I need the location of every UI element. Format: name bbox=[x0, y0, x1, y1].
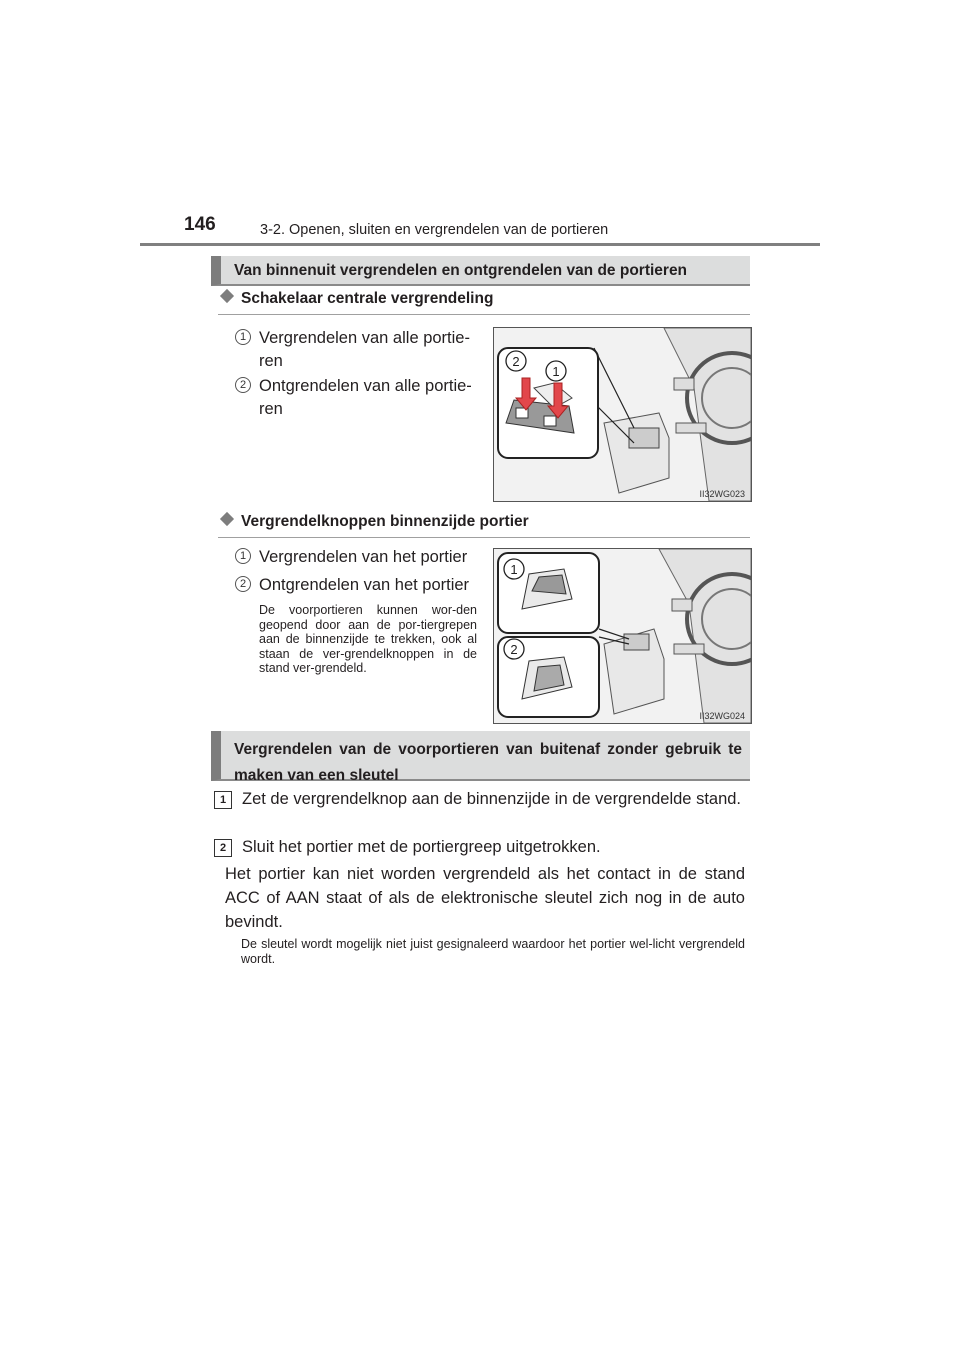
item-lock-all-doors: Vergrendelen van alle portie-ren bbox=[259, 329, 470, 370]
callout-1: 1 bbox=[510, 562, 518, 577]
subheading-text: Vergrendelknoppen binnenzijde portier bbox=[241, 513, 529, 530]
section-heading-inside-lock bbox=[211, 256, 750, 286]
step-number-2: 2 bbox=[214, 839, 232, 857]
page-number: 146 bbox=[184, 214, 216, 235]
step-1-text: Zet de vergrendelknop aan de binnenzijde in de vergrendelde stand. bbox=[242, 790, 742, 808]
item-unlock-door: Ontgrendelen van het portier bbox=[259, 576, 470, 594]
figure-door-lock-knobs bbox=[493, 548, 752, 724]
note-front-doors: De voorportieren kunnen wor-den geopend door aan de por-tiergrepen aan de binnenzijde te trekken, ook al staan de ver-grendelknoppen in de stand ver-grendeld. bbox=[259, 603, 477, 675]
note-paragraph: De sleutel wordt mogelijk niet juist gesignaleerd waardoor het portier wel-licht vergrendeld wordt. bbox=[241, 937, 745, 966]
callout-2: 2 bbox=[510, 642, 518, 657]
header-rule bbox=[140, 243, 820, 246]
section-heading-keyless-lock bbox=[211, 731, 750, 784]
figure-central-lock-switch bbox=[493, 327, 752, 502]
figure-code: II32WG023 bbox=[699, 489, 745, 499]
figure-code: II32WG024 bbox=[699, 711, 745, 721]
diamond-bullet-icon bbox=[220, 512, 234, 526]
item-number-2: 2 bbox=[235, 576, 251, 592]
chapter-title: 3-2. Openen, sluiten en vergrendelen van de portieren bbox=[260, 222, 609, 238]
subheading-central-lock-switch bbox=[218, 290, 493, 308]
door-panel-illustration bbox=[494, 328, 751, 501]
door-knob-illustration bbox=[494, 549, 751, 723]
item-number-1: 1 bbox=[235, 329, 251, 345]
body-paragraph: Het portier kan niet worden vergrendeld als het contact in de stand ACC of AAN staat of als de elektronische sleutel zich nog in de auto bevindt. bbox=[225, 865, 745, 931]
divider bbox=[218, 314, 750, 315]
callout-1: 1 bbox=[552, 364, 560, 379]
item-number-2: 2 bbox=[235, 377, 251, 393]
subheading-door-lock-knobs bbox=[218, 513, 529, 531]
step-2-text: Sluit het portier met de portiergreep uitgetrokken. bbox=[242, 838, 601, 856]
diamond-bullet-icon bbox=[220, 289, 234, 303]
subheading-text: Schakelaar centrale vergrendeling bbox=[241, 290, 494, 307]
step-number-1: 1 bbox=[214, 791, 232, 809]
section-heading-text: Van binnenuit vergrendelen en ontgrendelen van de portieren bbox=[234, 262, 688, 279]
item-lock-door: Vergrendelen van het portier bbox=[259, 548, 468, 566]
callout-2: 2 bbox=[512, 354, 520, 369]
item-unlock-all-doors: Ontgrendelen van alle portie-ren bbox=[259, 377, 472, 418]
section-heading-text: Vergrendelen van de voorportieren van buitenaf zonder gebruik te maken van een sleutel bbox=[234, 741, 742, 784]
item-number-1: 1 bbox=[235, 548, 251, 564]
divider bbox=[218, 537, 750, 538]
